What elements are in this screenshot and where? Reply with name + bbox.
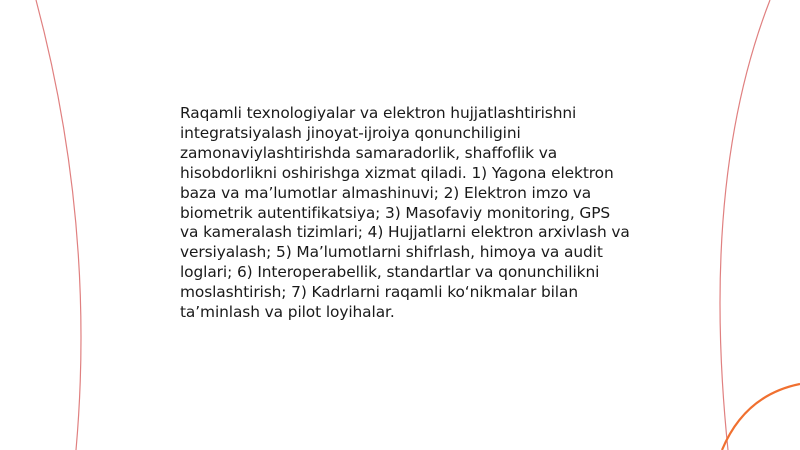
slide-body-text: Raqamli texnologiyalar va elektron hujjatlashtirishni integratsiyalash jinoyat-ijroiya qonunchiligini zamonaviylashtirishda samaradorlik, shaffoflik va hisobdorlikni oshirishga xizmat qiladi. 1) Yagona elektron baza va ma’lumotlar almashinuvi; 2) Elektron imzo va biometrik autentifikatsiya; 3) Masofaviy monitoring, GPS va kameralash tizimlari; 4) Hujjatlarni elektron arxivlash va versiyalash; 5) Ma’lumotlarni shifrlash, himoya va audit loglari; 6) Interoperabellik, standartlar va qonunchilikni moslashtirish; 7) Kadrlarni raqamli ko‘nikmalar bilan ta’minlash va pilot loyihalar. bbox=[180, 104, 630, 322]
right-accent-arc bbox=[722, 384, 800, 450]
left-thin-arc bbox=[36, 0, 81, 450]
right-thin-arc bbox=[720, 0, 770, 450]
